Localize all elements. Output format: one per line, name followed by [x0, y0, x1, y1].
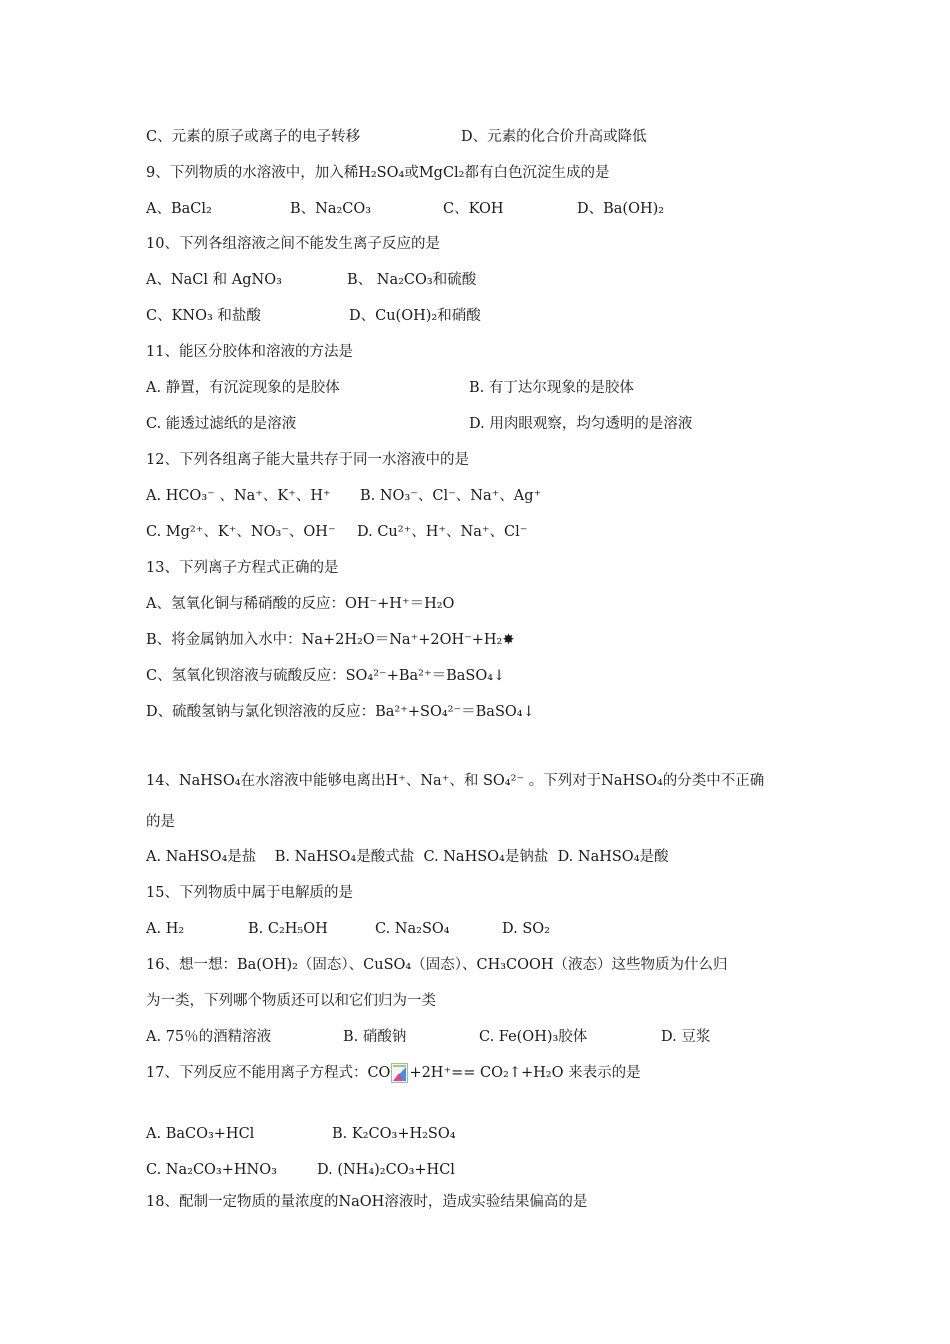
- q8-option-d: D、元素的化合价升高或降低: [461, 129, 647, 145]
- q12-stem: 12、下列各组离子能大量共存于同一水溶液中的是: [146, 452, 469, 468]
- q15-option-c: C. Na₂SO₄: [375, 921, 450, 937]
- q15-option-d: D. SO₂: [502, 921, 550, 937]
- q16-option-d: D. 豆浆: [661, 1029, 711, 1045]
- q14-options: A. NaHSO₄是盐 B. NaHSO₄是酸式盐 C. NaHSO₄是钠盐 D. NaHSO₄是酸: [146, 849, 669, 865]
- q10-option-a: A、NaCl 和 AgNO₃: [146, 272, 282, 288]
- q16-option-b: B. 硝酸钠: [343, 1029, 407, 1045]
- q15-option-b: B. C₂H₅OH: [248, 921, 328, 937]
- q13-option-c: C、氢氧化钡溶液与硫酸反应：SO₄²⁻+Ba²⁺＝BaSO₄↓: [146, 668, 506, 684]
- q9-option-b: B、Na₂CO₃: [290, 201, 372, 217]
- q11-option-d: D. 用肉眼观察，均匀透明的是溶液: [469, 416, 693, 432]
- q16-stem-line2: 为一类，下列哪个物质还可以和它们归为一类: [146, 993, 436, 1009]
- q12-option-b: B. NO₃⁻、Cl⁻、Na⁺、Ag⁺: [360, 488, 542, 504]
- q12-option-c: C. Mg²⁺、K⁺、NO₃⁻、OH⁻: [146, 524, 336, 540]
- q10-stem: 10、下列各组溶液之间不能发生离子反应的是: [146, 236, 440, 252]
- q11-option-c: C. 能透过滤纸的是溶液: [146, 416, 297, 432]
- q13-stem: 13、下列离子方程式正确的是: [146, 560, 339, 576]
- q17-option-b: B. K₂CO₃+H₂SO₄: [332, 1126, 456, 1142]
- q17-stem-end: +2H⁺== CO₂↑+H₂O 来表示的是: [409, 1065, 641, 1081]
- q16-option-c: C. Fe(OH)₃胶体: [479, 1029, 588, 1045]
- q11-stem: 11、能区分胶体和溶液的方法是: [146, 344, 353, 360]
- broken-image-icon: [391, 1063, 408, 1083]
- q10-option-c: C、KNO₃ 和盐酸: [146, 308, 261, 324]
- q16-option-a: A. 75％的酒精溶液: [146, 1029, 272, 1045]
- q10-option-b: B、 Na₂CO₃和硫酸: [347, 272, 477, 288]
- q13-option-d: D、硫酸氢钠与氯化钡溶液的反应：Ba²⁺+SO₄²⁻＝BaSO₄↓: [146, 704, 535, 720]
- q9-option-c: C、KOH: [443, 201, 504, 217]
- q17-option-a: A. BaCO₃+HCl: [146, 1126, 255, 1142]
- q15-option-a: A. H₂: [146, 921, 185, 937]
- q18-stem: 18、配制一定物质的量浓度的NaOH溶液时，造成实验结果偏高的是: [146, 1194, 588, 1210]
- q13-option-a: A、氢氧化铜与稀硝酸的反应：OH⁻+H⁺＝H₂O: [146, 596, 455, 612]
- q14-stem-line2: 的是: [146, 814, 175, 830]
- q17-option-d: D. (NH₄)₂CO₃+HCl: [317, 1162, 455, 1178]
- q9-option-a: A、BaCl₂: [146, 201, 212, 217]
- q11-option-b: B. 有丁达尔现象的是胶体: [469, 380, 634, 396]
- q17-stem: [146, 1063, 641, 1083]
- q9-stem: 9、下列物质的水溶液中，加入稀H₂SO₄或MgCl₂都有白色沉淀生成的是: [146, 165, 610, 181]
- q11-option-a: A. 静置，有沉淀现象的是胶体: [146, 380, 340, 396]
- q17-option-c: C. Na₂CO₃+HNO₃: [146, 1162, 277, 1178]
- q9-option-d: D、Ba(OH)₂: [577, 201, 665, 217]
- q8-option-c: C、元素的原子或离子的电子转移: [146, 129, 361, 145]
- q12-option-d: D. Cu²⁺、H⁺、Na⁺、Cl⁻: [357, 524, 528, 540]
- q15-stem: 15、下列物质中属于电解质的是: [146, 885, 353, 901]
- q12-option-a: A. HCO₃⁻ 、Na⁺、K⁺、H⁺: [146, 488, 331, 504]
- q17-stem-start: 17、下列反应不能用离子方程式：CO: [146, 1065, 391, 1081]
- q13-option-b: B、将金属钠加入水中：Na+2H₂O＝Na⁺+2OH⁻+H₂✸: [146, 632, 515, 648]
- q10-option-d: D、Cu(OH)₂和硝酸: [349, 308, 481, 324]
- q16-stem-line1: 16、想一想：Ba(OH)₂（固态）、CuSO₄（固态）、CH₃COOH（液态）这些物质为什么归: [146, 957, 728, 973]
- q14-stem-line1: 14、NaHSO₄在水溶液中能够电离出H⁺、Na⁺、和 SO₄²⁻ 。下列对于NaHSO₄的分类中不正确: [146, 773, 765, 789]
